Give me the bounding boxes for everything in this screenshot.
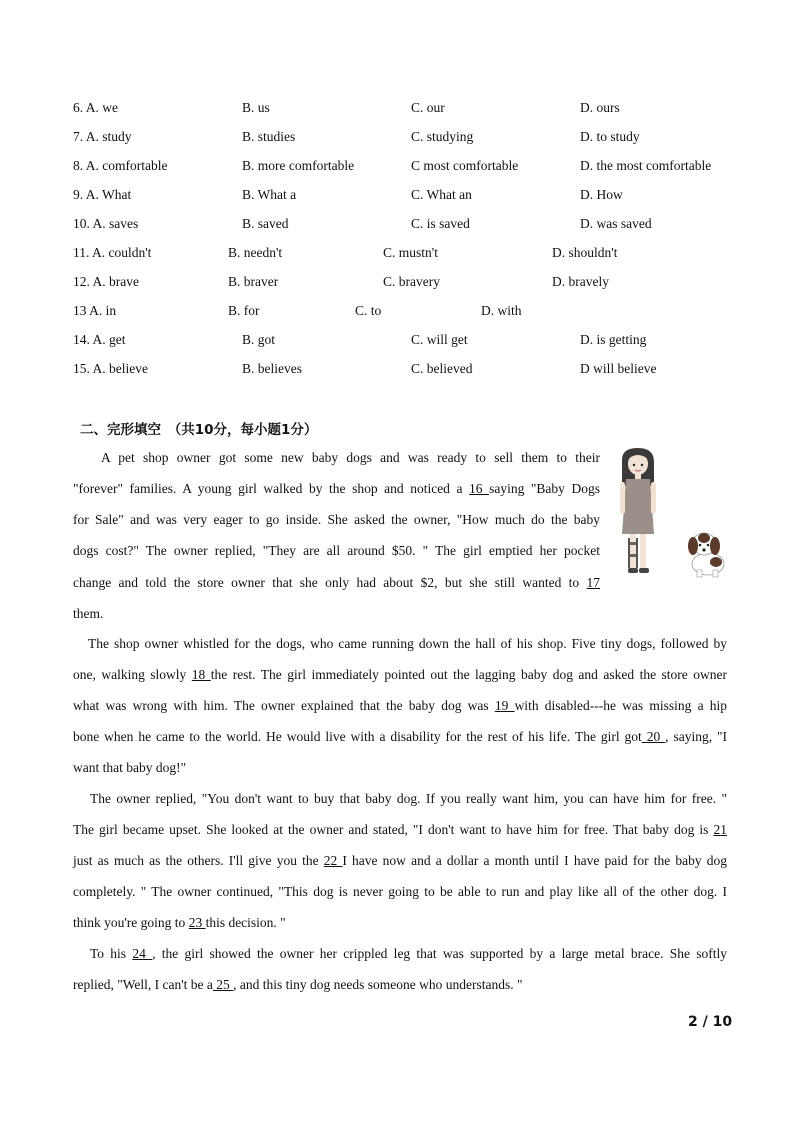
option-d: D. with [481,303,522,318]
option-a: 9. A. What [73,187,132,202]
option-b: B. us [242,100,270,115]
option-d: D. was saved [580,216,652,231]
option-c: C. What an [411,187,472,202]
page-number: 2 / 10 [688,1014,733,1030]
option-b: B. saved [242,216,289,231]
passage-line: dogs cost?" The owner replied, "They are all around $50. " The girl emptied her pocket [73,543,600,558]
option-b: B. studies [242,129,296,144]
option-c: C most comfortable [411,158,519,173]
blank-20: 20 [641,729,666,744]
passage-line: The owner replied, "You don't want to buy that baby dog. If you really want him, you can have him for free. " [90,791,727,806]
passage-line: A pet shop owner got some new baby dogs and was ready to sell them to their [101,450,600,465]
blank-23: 23 [188,915,206,930]
option-b: B. more comfortable [242,158,355,173]
blank-25: 25 [212,977,234,992]
option-d: D. to study [580,129,640,144]
passage-line: The shop owner whistled for the dogs, who came running down the hall of his shop. Five tiny dogs, followed by [88,636,727,651]
option-a: 15. A. believe [73,361,148,376]
option-a: 12. A. brave [73,274,139,289]
option-c: C. is saved [411,216,470,231]
blank-17: 17 [586,575,600,590]
option-a: 13 A. in [73,303,117,318]
blank-24: 24 [132,946,153,961]
passage-line: change and told the store owner that she only had about $2, but she still wanted to 17 [73,575,600,590]
option-d: D. the most comfortable [580,158,712,173]
option-c: C. to [355,303,382,318]
option-c: C. our [411,100,445,115]
option-a: 14. A. get [73,332,126,347]
passage-line: for Sale" and was very eager to go inside. She asked the owner, "How much do the baby [73,512,600,527]
passage-line: bone when he came to the world. He would live with a disability for the rest of his life. The girl got 20 , saying, "I [73,729,728,744]
passage-line: them. [73,606,104,621]
section-title: 二、完形填空 （共10分，每小题1分） [80,422,318,438]
option-b: B. believes [242,361,302,376]
option-b: B. for [228,303,260,318]
option-c: C. will get [411,332,468,347]
passage-line: The girl became upset. She looked at the owner and stated, "I don't want to have him for free. That baby dog is 21 [73,822,727,837]
option-b: B. needn't [228,245,283,260]
blank-16: 16 [469,481,490,496]
passage-line: want that baby dog!" [73,760,187,775]
option-b: B. braver [228,274,279,289]
option-d: D. How [580,187,623,202]
option-c: C. studying [411,129,474,144]
blank-22: 22 [323,853,343,868]
option-a: 11. A. couldn't [73,245,152,260]
option-a: 7. A. study [73,129,132,144]
blank-21: 21 [713,822,727,837]
option-c: C. bravery [383,274,440,289]
girl-and-dog-illustration [612,446,732,586]
option-a: 10. A. saves [73,216,139,231]
option-a: 8. A. comfortable [73,158,168,173]
option-d: D. is getting [580,332,647,347]
passage-line: completely. " The owner continued, "This dog is never going to be able to run and play like all of the other dog. I [73,884,727,899]
passage-line: To his 24 , the girl showed the owner her crippled leg that was supported by a large metal brace. She softly [90,946,728,961]
option-c: C. believed [411,361,473,376]
option-a: 6. A. we [73,100,118,115]
option-d: D. shouldn't [552,245,618,260]
option-b: B. got [242,332,276,347]
option-d: D. ours [580,100,620,115]
passage-line: just as much as the others. I'll give you the 22 I have now and a dollar a month until I have paid for the baby dog [73,853,728,868]
blank-19: 19 [494,698,515,713]
option-c: C. mustn't [383,245,438,260]
passage-line: "forever" families. A young girl walked by the shop and noticed a 16 saying "Baby Dogs [73,481,600,496]
passage-line: replied, "Well, I can't be a 25 , and this tiny dog needs someone who understands. " [73,977,523,992]
passage-line: one, walking slowly 18 the rest. The girl immediately pointed out the lagging baby dog and asked the store owner [73,667,727,682]
option-b: B. What a [242,187,297,202]
passage-line: what was wrong with him. The owner explained that the baby dog was 19 with disabled---he was missing a hip [73,698,728,713]
option-d: D. bravely [552,274,609,289]
option-d: D will believe [580,361,657,376]
blank-18: 18 [191,667,211,682]
passage-line: think you're going to 23 this decision. " [73,915,286,930]
